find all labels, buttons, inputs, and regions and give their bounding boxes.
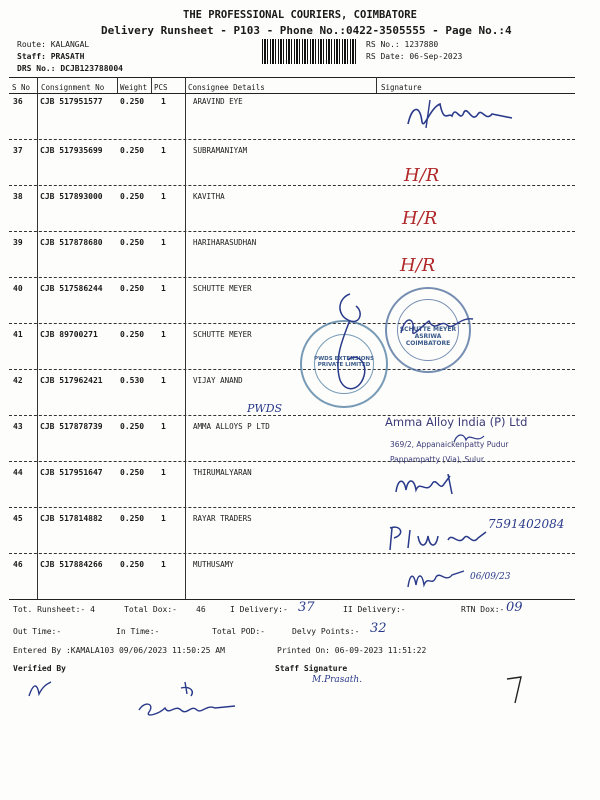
delvy-points-handwritten: 32 xyxy=(370,621,387,636)
row-consignee: ARAVIND EYE xyxy=(193,97,243,106)
handwritten-date: 06/09/23 xyxy=(470,572,511,582)
row-sno: 45 xyxy=(13,514,23,523)
row-divider xyxy=(9,139,575,140)
row-weight: 0.250 xyxy=(120,560,145,569)
row-pcs: 1 xyxy=(161,468,166,477)
signature-row-43 xyxy=(450,428,490,448)
total-dox-value: 46 xyxy=(196,605,206,614)
vline-3 xyxy=(151,77,152,93)
row-weight: 0.250 xyxy=(120,422,145,431)
row-pcs: 1 xyxy=(161,514,166,523)
handwritten-hr-37: H/R xyxy=(404,165,440,186)
row-pcs: 1 xyxy=(161,376,166,385)
col-weight: Weight xyxy=(120,83,148,92)
row-weight: 0.250 xyxy=(120,514,145,523)
row-sno: 44 xyxy=(13,468,23,477)
signature-row-45 xyxy=(386,520,496,554)
row-consignment: CJB 517935699 xyxy=(40,146,103,155)
row-consignee: VIJAY ANAND xyxy=(193,376,243,385)
ii-delivery-label: II Delivery:- xyxy=(343,605,406,614)
row-divider xyxy=(9,185,575,186)
signature-row-46 xyxy=(404,563,474,593)
col-consignment: Consignment No xyxy=(41,83,105,92)
vline-5 xyxy=(376,77,377,93)
row-consignee: AMMA ALLOYS P LTD xyxy=(193,422,270,431)
row-consignee: HARIHARASUDHAN xyxy=(193,238,257,247)
row-pcs: 1 xyxy=(161,97,166,106)
schutte-stamp-text: SCHUTTE MEYER ASRIWA COIMBATORE xyxy=(399,326,457,347)
row-divider xyxy=(9,461,575,462)
staff-label: Staff: PRASATH xyxy=(17,52,85,61)
amma-alloy-stamp-line2: 369/2, Appanaickenpatty Pudur xyxy=(390,440,509,449)
row-consignee: THIRUMALYARAN xyxy=(193,468,252,477)
row-pcs: 1 xyxy=(161,560,166,569)
verified-by-label: Verified By xyxy=(13,664,66,673)
row-consignment: CJB 517878739 xyxy=(40,422,103,431)
row-sno: 46 xyxy=(13,560,23,569)
rtn-dox-label: RTN Dox:- xyxy=(461,605,505,614)
signature-row-41 xyxy=(395,305,485,345)
row-sno: 42 xyxy=(13,376,23,385)
row-consignment: CJB 517951577 xyxy=(40,97,103,106)
in-time: In Time:- xyxy=(116,627,160,636)
i-delivery-label: I Delivery:- xyxy=(230,605,288,614)
row-consignment: CJB 89700271 xyxy=(40,330,98,339)
out-time: Out Time:- xyxy=(13,627,62,636)
signature-row-36 xyxy=(400,94,530,139)
row-divider xyxy=(9,231,575,232)
col-consignee: Consignee Details xyxy=(188,83,265,92)
row-divider xyxy=(9,507,575,508)
barcode xyxy=(262,39,358,64)
row-sno: 38 xyxy=(13,192,23,201)
row-consignee: SUBRAMANIYAM xyxy=(193,146,248,155)
row-sno: 40 xyxy=(13,284,23,293)
row-sno: 37 xyxy=(13,146,23,155)
total-dox-label: Total Dox:- xyxy=(124,605,177,614)
handwritten-hr-39: H/R xyxy=(400,255,436,276)
row-divider xyxy=(9,323,575,324)
table-top-line xyxy=(9,77,575,78)
row-sno: 36 xyxy=(13,97,23,106)
row-weight: 0.250 xyxy=(120,468,145,477)
runsheet-title: Delivery Runsheet - P103 - Phone No.:0422-3505555 - Page No.:4 xyxy=(101,24,512,37)
row-weight: 0.250 xyxy=(120,238,145,247)
row-sno: 43 xyxy=(13,422,23,431)
row-consignment: CJB 517962421 xyxy=(40,376,103,385)
verified-signature xyxy=(25,678,55,700)
row-consignment: CJB 517586244 xyxy=(40,284,103,293)
row-consignee: RAYAR TRADERS xyxy=(193,514,252,523)
col-sno: S No xyxy=(12,83,31,92)
row-consignee: SCHUTTE MEYER xyxy=(193,284,252,293)
row-divider xyxy=(9,277,575,278)
row-pcs: 1 xyxy=(161,284,166,293)
entered-by: Entered By :KAMALA103 09/06/2023 11:50:25 AM xyxy=(13,646,225,655)
row-pcs: 1 xyxy=(161,238,166,247)
row-sno: 41 xyxy=(13,330,23,339)
row-consignee: SCHUTTE MEYER xyxy=(193,330,252,339)
row-pcs: 1 xyxy=(161,192,166,201)
row-weight: 0.250 xyxy=(120,330,145,339)
row-sno: 39 xyxy=(13,238,23,247)
rtn-dox-handwritten: 09 xyxy=(506,600,523,615)
handwritten-phone: 7591402084 xyxy=(488,517,565,531)
total-pod: Total POD:- xyxy=(212,627,265,636)
vline-4 xyxy=(185,77,186,600)
vline-1 xyxy=(37,77,38,600)
row-consignee: KAVITHA xyxy=(193,192,225,201)
row-divider xyxy=(9,369,575,370)
row-weight: 0.250 xyxy=(120,284,145,293)
table-bottom-line xyxy=(9,599,575,600)
row-pcs: 1 xyxy=(161,422,166,431)
row-weight: 0.250 xyxy=(120,146,145,155)
route-label: Route: KALANGAL xyxy=(17,40,90,49)
i-delivery-handwritten: 37 xyxy=(298,600,315,615)
staff-signature-handwritten: M.Prasath. xyxy=(312,675,363,685)
handwritten-pwds: PWDS xyxy=(247,402,283,415)
vline-2 xyxy=(117,77,118,93)
amma-alloy-stamp-line1: Amma Alloy India (P) Ltd xyxy=(385,415,528,429)
row-consignment: CJB 517878680 xyxy=(40,238,103,247)
row-weight: 0.530 xyxy=(120,376,145,385)
amma-alloy-stamp-line3: Pappampatty (Via), Sulur xyxy=(390,455,484,464)
rs-number: RS No.: 1237880 xyxy=(366,40,439,49)
row-consignment: CJB 517893000 xyxy=(40,192,103,201)
col-pcs: PCS xyxy=(154,83,168,92)
row-consignment: CJB 517814882 xyxy=(40,514,103,523)
row-pcs: 1 xyxy=(161,330,166,339)
staff-signature-label: Staff Signature xyxy=(275,664,348,673)
signature-row-40-42 xyxy=(320,290,380,400)
signature-row-44 xyxy=(392,470,472,500)
printed-on: Printed On: 06-09-2023 11:51:22 xyxy=(277,646,427,655)
checkmark-scribble xyxy=(505,675,525,705)
pwds-stamp-text: PWDS EXTENSIONS PRIVATE LIMITED xyxy=(314,356,374,368)
row-consignment: CJB 517884266 xyxy=(40,560,103,569)
verified-signature-2 xyxy=(135,676,245,722)
drs-number: DRS No.: DCJB123788004 xyxy=(17,64,123,73)
tot-runsheet: Tot. Runsheet:- 4 xyxy=(13,605,95,614)
row-pcs: 1 xyxy=(161,146,166,155)
row-weight: 0.250 xyxy=(120,97,145,106)
col-signature: Signature xyxy=(381,83,422,92)
rs-date: RS Date: 06-Sep-2023 xyxy=(366,52,463,61)
handwritten-hr-38: H/R xyxy=(402,208,438,229)
row-consignee: MUTHUSAMY xyxy=(193,560,234,569)
row-weight: 0.250 xyxy=(120,192,145,201)
delvy-points-label: Delvy Points:- xyxy=(292,627,360,636)
company-name: THE PROFESSIONAL COURIERS, COIMBATORE xyxy=(183,9,417,21)
row-consignment: CJB 517951647 xyxy=(40,468,103,477)
